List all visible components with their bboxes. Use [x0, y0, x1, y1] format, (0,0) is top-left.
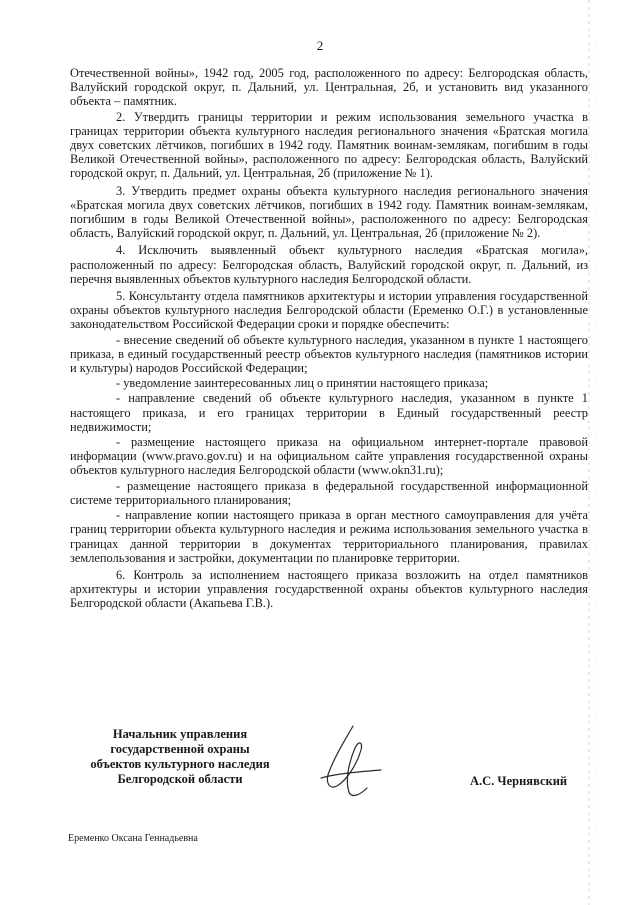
paragraph-item-4: 4. Исключить выявленный объект культурного наследия «Братская могила», расположенный по адресу: Белгородская область, Валуйский городской округ, п. Дальний, из перечня выявленных объектов культурного наследия Белгородской области. [70, 243, 588, 286]
list-item-real-estate-registry: - направление сведений об объекте культурного наследия, указанном в пункте 1 настоящего приказа, и его границах территории в Единый государственный реестр недвижимости; [70, 391, 588, 434]
position-line: государственной охраны [110, 742, 250, 756]
list-item-local-authority: - направление копии настоящего приказа в орган местного самоуправления для учёта границ территории объекта культурного наследия и режима использования земельного участка в границах данной территории в документах территориального планирования, правилах землепользования и застройки, документации по планировке территории. [70, 508, 588, 565]
position-line: Белгородской области [117, 772, 243, 786]
executor-name: Еременко Оксана Геннадьевна [68, 833, 198, 844]
list-item-publication: - размещение настоящего приказа на официальном интернет-портале правовой информации (www.pravo.gov.ru) и на официальном сайте управления государственной охраны объектов культурного наследия Белгородской области (www.okn31.ru); [70, 435, 588, 478]
handwritten-signature [315, 722, 385, 802]
position-line: объектов культурного наследия [90, 757, 270, 771]
paragraph-item-6: 6. Контроль за исполнением настоящего приказа возложить на отдел памятников архитектуры и истории управления государственной охраны объектов культурного наследия Белгородской области (Акапьева Г.В.). [70, 567, 588, 611]
signatory-position [70, 727, 290, 787]
list-item-registry: - внесение сведений об объекте культурного наследия, указанном в пункте 1 настоящего приказа, в единый государственный реестр объектов культурного наследия (памятников истории и культуры) народов Российской Федерации; [70, 332, 588, 376]
signer-name: А.С. Чернявский [470, 774, 568, 788]
list-item-notification: - уведомление заинтересованных лиц о принятии настоящего приказа; [116, 376, 489, 391]
position-line: Начальник управления [112, 727, 248, 741]
paragraph-item-3: 3. Утвердить предмет охраны объекта культурного наследия регионального значения «Братская могила двух советских лётчиков, погибших в 1942 году. Памятник воинам-землякам, погибшим в годы Великой Отечественной войны», расположенного по адресу: Белгородская область, Валуйский городской округ, п. Дальний, ул. Центральная, 2б (приложение № 2). [70, 183, 588, 241]
list-item-fgis: - размещение настоящего приказа в федеральной государственной информационной системе территориального планирования; [70, 478, 588, 507]
paragraph-item-5: 5. Консультанту отдела памятников архитектуры и истории управления государственной охраны объектов культурного наследия Белгородской области (Еременко О.Г.) в установленные законодательством Российской Федерации сроки и порядке обеспечить: [70, 289, 588, 332]
scan-edge-marks [583, 0, 603, 905]
page-number: 2 [316, 38, 324, 53]
paragraph-continuation: Отечественной войны», 1942 год, 2005 год, расположенного по адресу: Белгородская область, Валуйский городской округ, п. Дальний, ул. Центральная, 2б, и установить вид указанного объекта – памятник. [70, 66, 588, 109]
document-body [70, 66, 588, 612]
paragraph-item-2: 2. Утвердить границы территории и режим использования земельного участка в границах территории объекта культурного наследия регионального значения «Братская могила двух советских лётчиков, погибших в 1942 году. Памятник воинам-землякам, погибшим в годы Великой Отечественной войны», расположенного по адресу: Белгородская область, Валуйский городской округ, п. Дальний, ул. Центральная, 2б (приложение № 1). [70, 109, 588, 181]
